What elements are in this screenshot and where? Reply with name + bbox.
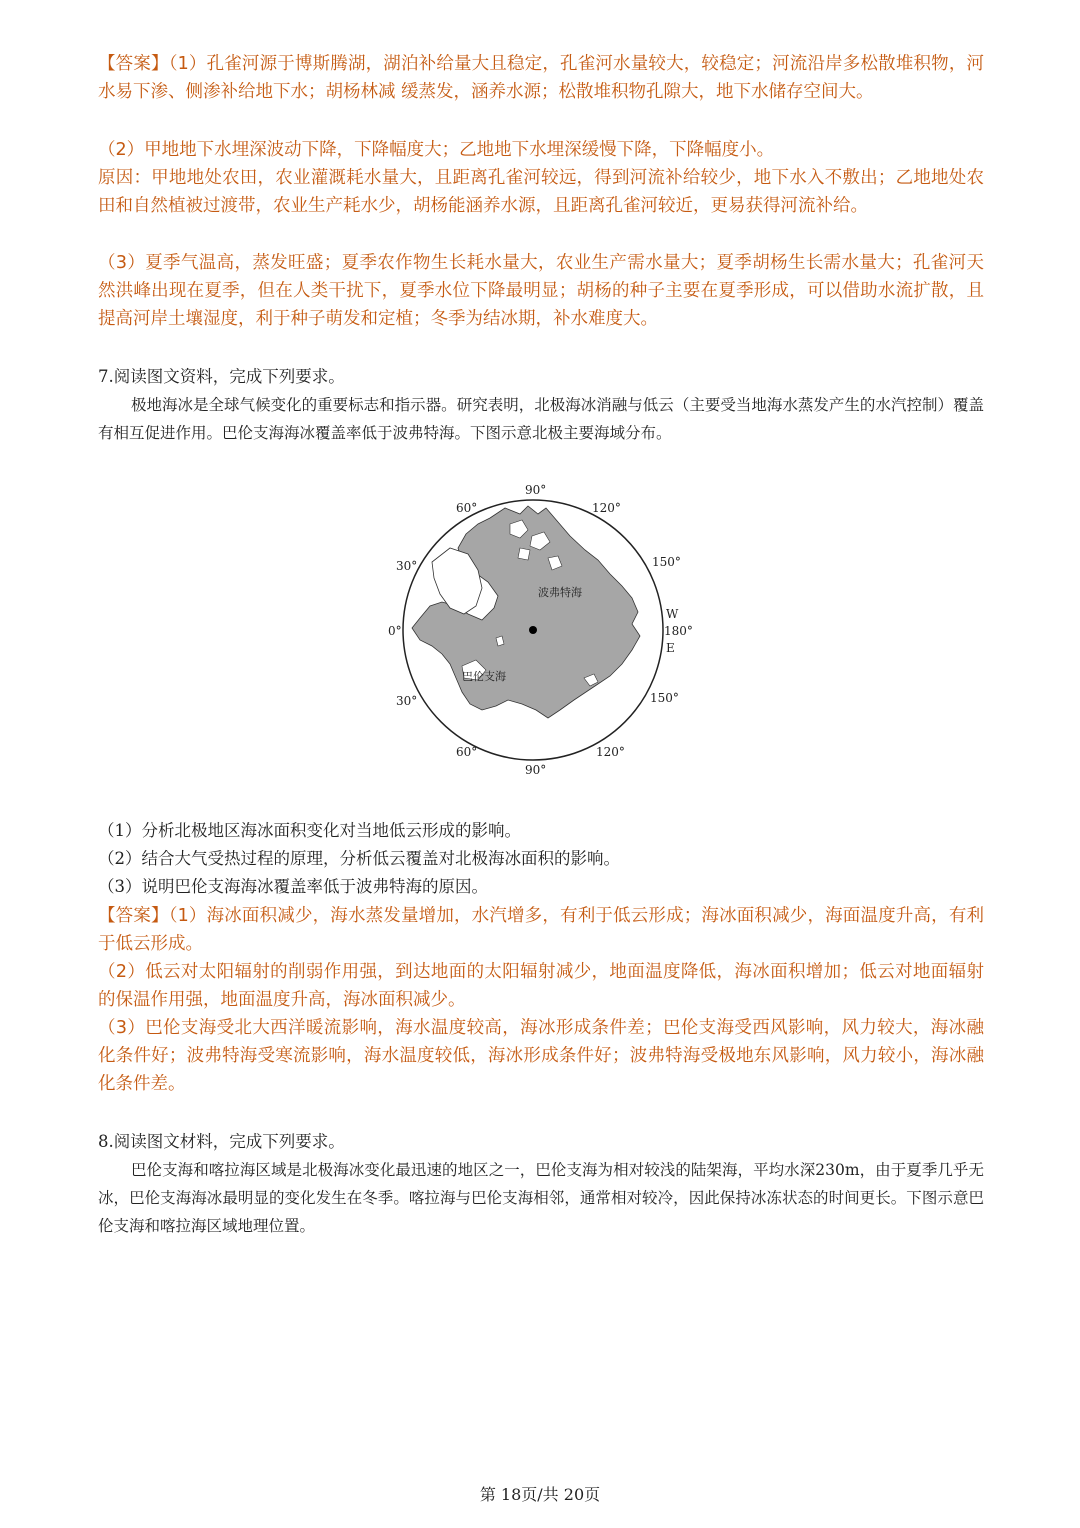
label-90-bottom: 90°	[525, 763, 547, 777]
label-0-left: 0°	[388, 624, 402, 638]
label-150-upper-right: 150°	[652, 555, 681, 569]
question7-sub1: （1）分析北极地区海冰面积变化对当地低云形成的影响。	[98, 821, 521, 840]
question7-title: 7.阅读图文资料，完成下列要求。	[98, 367, 345, 386]
answer6-part3: （3）夏季气温高，蒸发旺盛；夏季农作物生长耗水量大，农业生产需水量大；夏季胡杨生长需水量大；孔雀河天然洪峰出现在夏季，但在人类干扰下，夏季水位下降最明显；胡杨的种子主要在夏季形成，可以借助水流扩散，且提高河岸土壤湿度，利于种子萌发和定植；冬季为结冰期，补水难度大。	[98, 253, 984, 329]
answer7-part3: （3）巴伦支海受北大西洋暖流影响，海水温度较高，海冰形成条件差；巴伦支海受西风影响，风力较大，海冰融化条件好；波弗特海受寒流影响，海水温度较低，海冰形成条件好；波弗特海受极地东风影响，风力较小，海冰融化条件差。	[98, 1018, 984, 1094]
label-150-lower-right: 150°	[650, 691, 679, 705]
answer7-part2: （2）低云对太阳辐射的削弱作用强，到达地面的太阳辐射减少，地面温度降低，海冰面积增加；低云对地面辐射的保温作用强，地面温度升高，海冰面积减少。	[98, 962, 984, 1010]
question7-sub2: （2）结合大气受热过程的原理，分析低云覆盖对北极海冰面积的影响。	[98, 849, 620, 868]
page-number-footer: 第 18页/共 20页	[479, 1485, 601, 1504]
question8-material: 巴伦支海和喀拉海区域是北极海冰变化最迅速的地区之一，巴伦支海为相对较浅的陆架海，平均水深230m，由于夏季几乎无冰，巴伦支海海冰最明显的变化发生在冬季。喀拉海与巴伦支海相邻，通常相对较冷，因此保持冰冻状态的时间更长。下图示意巴伦支海和喀拉海区域地理位置。	[98, 1161, 984, 1235]
arctic-sea-map	[370, 478, 710, 810]
label-east: E	[666, 641, 675, 655]
label-beaufort-sea: 波弗特海	[538, 586, 582, 599]
answer6-part1: 【答案】（1）孔雀河源于博斯腾湖，湖泊补给量大且稳定，孔雀河水量较大，较稳定；河流沿岸多松散堆积物，河水易下渗、侧渗补给地下水；胡杨林减 缓蒸发，涵养水源；松散堆积物孔隙大，地下水储存空间大。	[98, 54, 984, 102]
label-west: W	[666, 607, 679, 621]
answer6-reason: 原因：甲地地处农田，农业灌溉耗水量大，且距离孔雀河较远，得到河流补给较少，地下水入不敷出；乙地地处农田和自然植被过渡带，农业生产耗水少，胡杨能涵养水源，且距离孔雀河较近，更易获得河流补给。	[98, 168, 984, 216]
label-60-bottom-left: 60°	[456, 745, 478, 759]
label-180-right: 180°	[664, 624, 693, 638]
label-60-top-left: 60°	[456, 501, 478, 515]
question7-sub3: （3）说明巴伦支海海冰覆盖率低于波弗特海的原因。	[98, 877, 488, 896]
label-120-top-right: 120°	[592, 501, 621, 515]
label-120-bottom-right: 120°	[596, 745, 625, 759]
north-pole-dot	[529, 626, 537, 634]
answer7-part1: 【答案】（1）海冰面积减少，海水蒸发量增加，水汽增多，有利于低云形成；海冰面积减少，海面温度升高，有利于低云形成。	[98, 906, 984, 954]
question7-material: 极地海冰是全球气候变化的重要标志和指示器。研究表明，北极海冰消融与低云（主要受当地海水蒸发产生的水汽控制）覆盖有相互促进作用。巴伦支海海冰覆盖率低于波弗特海。下图示意北极主要海域分布。	[98, 396, 984, 442]
label-30-upper-left: 30°	[396, 559, 418, 573]
label-barents-sea: 巴伦支海	[462, 670, 506, 683]
label-30-lower-left: 30°	[396, 694, 418, 708]
answer6-part2: （2）甲地地下水埋深波动下降，下降幅度大；乙地地下水埋深缓慢下降，下降幅度小。	[98, 140, 775, 160]
label-90-top: 90°	[525, 483, 547, 497]
question8-title: 8.阅读图文材料，完成下列要求。	[98, 1132, 345, 1151]
